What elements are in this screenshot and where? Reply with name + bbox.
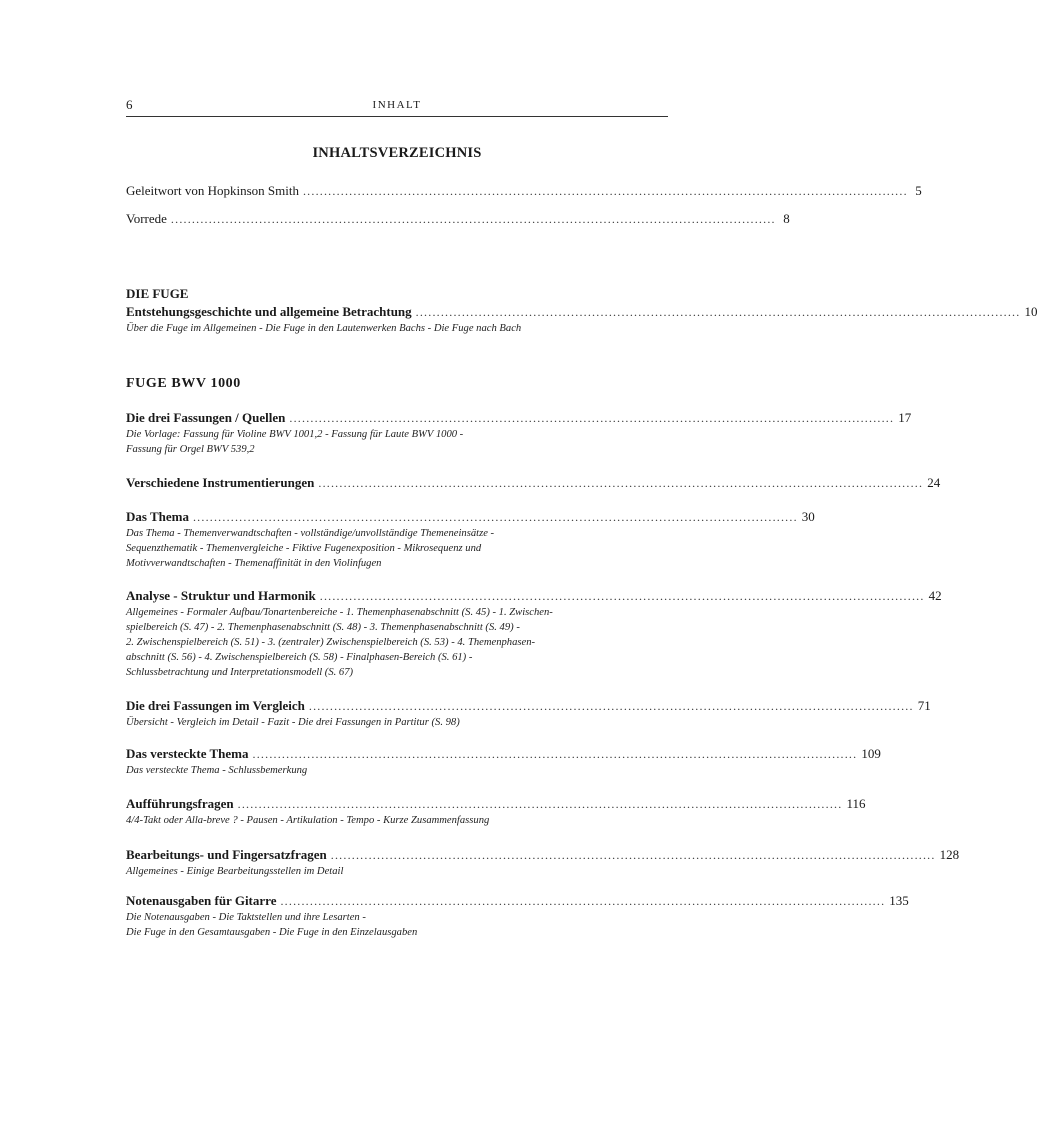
toc-entry-bearbeitungsfragen[interactable]	[126, 847, 960, 879]
toc-entry-entstehungsgeschichte[interactable]	[126, 304, 1037, 336]
entry-subtopics	[126, 526, 668, 571]
dot-leader: ................................................................................................................................................	[415, 305, 1021, 319]
toc-entry-geleitwort[interactable]	[126, 183, 922, 199]
entry-title: Die drei Fassungen / Quellen	[126, 410, 286, 425]
subtopic-line: Allgemeines - Formaler Aufbau/Tonartenbereiche - 1. Themenphasenabschnitt (S. 45) - 1. Zwischen-	[126, 607, 553, 618]
section-heading: DIE FUGE	[126, 286, 189, 301]
entry-title: Geleitwort von Hopkinson Smith	[126, 183, 299, 198]
dot-leader: ................................................................................................................................................	[192, 510, 798, 524]
entry-title: Das versteckte Thema	[126, 746, 249, 761]
entry-page: 24	[927, 475, 941, 490]
section-heading: FUGE BWV 1000	[126, 376, 241, 391]
dot-leader: ................................................................................................................................................	[237, 797, 843, 811]
entry-page: 116	[846, 796, 866, 811]
entry-subtopics	[126, 715, 668, 730]
entry-subtopics	[126, 605, 668, 680]
dot-leader: ................................................................................................................................................	[170, 212, 776, 226]
subtopic-line: Das versteckte Thema - Schlussbemerkung	[126, 765, 308, 776]
entry-title: Entstehungsgeschichte und allgemeine Betrachtung	[126, 304, 412, 319]
dot-leader: ................................................................................................................................................	[280, 894, 886, 908]
page-header	[126, 95, 668, 117]
section-die-fuge	[126, 286, 1037, 336]
entry-subtopics	[126, 427, 668, 457]
dot-leader: ................................................................................................................................................	[289, 411, 895, 425]
toc-entry-instrumentierungen[interactable]	[126, 475, 941, 491]
entry-title: Verschiedene Instrumentierungen	[126, 475, 315, 490]
entry-page: 5	[915, 183, 922, 198]
page-number: 6	[126, 97, 133, 112]
subtopic-line: Sequenzthematik - Themenvergleiche - Fiktive Fugenexposition - Mikrosequenz und	[126, 543, 482, 554]
toc-entry-vorrede[interactable]	[126, 211, 790, 227]
subtopic-line: 4/4-Takt oder Alla-breve ? - Pausen - Artikulation - Tempo - Kurze Zusammenfassung	[126, 815, 490, 826]
dot-leader: ................................................................................................................................................	[319, 589, 925, 603]
subtopic-line: Die Fuge in den Gesamtausgaben - Die Fuge in den Einzelausgaben	[126, 927, 418, 938]
toc-entry-notenausgaben[interactable]	[126, 893, 909, 940]
entry-subtopics	[126, 321, 668, 336]
section-heading-fuge-bwv-1000	[126, 376, 668, 392]
entry-subtopics	[126, 864, 668, 879]
dot-leader: ................................................................................................................................................	[330, 848, 936, 862]
subtopic-line: Allgemeines - Einige Bearbeitungsstellen im Detail	[126, 866, 344, 877]
entry-page: 109	[861, 746, 881, 761]
dot-leader: ................................................................................................................................................	[252, 747, 858, 761]
toc-entry-analyse[interactable]	[126, 588, 942, 680]
subtopic-line: Motivverwandtschaften - Themenaffinität in den Violinfugen	[126, 558, 382, 569]
entry-page: 8	[783, 211, 790, 226]
running-title: INHALT	[372, 99, 422, 111]
subtopic-line: Das Thema - Themenverwandtschaften - vollständige/unvollständige Themeneinsätze -	[126, 528, 495, 539]
subtopic-line: Übersicht - Vergleich im Detail - Fazit - Die drei Fassungen in Partitur (S. 98)	[126, 717, 460, 728]
subtopic-line: Die Notenausgaben - Die Taktstellen und ihre Lesarten -	[126, 912, 366, 923]
toc-entry-verstecktes-thema[interactable]	[126, 746, 881, 778]
entry-title: Bearbeitungs- und Fingersatzfragen	[126, 847, 327, 862]
entry-page: 42	[928, 588, 942, 603]
entry-subtopics	[126, 813, 668, 828]
entry-title: Die drei Fassungen im Vergleich	[126, 698, 305, 713]
dot-leader: ................................................................................................................................................	[302, 184, 908, 198]
subtopic-line: abschnitt (S. 56) - 4. Zwischenspielbereich (S. 58) - Finalphasen-Bereich (S. 61) -	[126, 652, 473, 663]
entry-page: 135	[889, 893, 909, 908]
subtopic-line: spielbereich (S. 47) - 2. Themenphasenabschnitt (S. 48) - 3. Themenphasenabschnitt (S. 49) -	[126, 622, 520, 633]
entry-subtopics	[126, 910, 668, 940]
entry-page: 17	[898, 410, 912, 425]
entry-subtopics	[126, 763, 668, 778]
toc-entry-fassungen-quellen[interactable]	[126, 410, 912, 457]
subtopic-line: Fassung für Orgel BWV 539,2	[126, 444, 255, 455]
entry-page: 10	[1024, 304, 1037, 319]
dot-leader: ................................................................................................................................................	[318, 476, 924, 490]
subtopic-line: Schlussbetrachtung und Interpretationsmodell (S. 67)	[126, 667, 354, 678]
entry-title: Das Thema	[126, 509, 189, 524]
entry-title: Notenausgaben für Gitarre	[126, 893, 277, 908]
subtopic-line: 2. Zwischenspielbereich (S. 51) - 3. (zentraler) Zwischenspielbereich (S. 53) - 4. Themenphasen-	[126, 637, 536, 648]
dot-leader: ................................................................................................................................................	[308, 699, 914, 713]
toc-entry-thema[interactable]	[126, 509, 815, 571]
entry-title: Vorrede	[126, 211, 167, 226]
subtopic-line: Über die Fuge im Allgemeinen - Die Fuge in den Lautenwerken Bachs - Die Fuge nach Bach	[126, 323, 522, 334]
toc-entry-auffuehrungsfragen[interactable]	[126, 796, 866, 828]
entry-page: 30	[801, 509, 815, 524]
entry-page: 128	[939, 847, 960, 862]
entry-page: 71	[917, 698, 931, 713]
subtopic-line: Die Vorlage: Fassung für Violine BWV 1001,2 - Fassung für Laute BWV 1000 -	[126, 429, 464, 440]
toc-entry-vergleich[interactable]	[126, 698, 931, 730]
entry-title: Analyse - Struktur und Harmonik	[126, 588, 316, 603]
toc-title: INHALTSVERZEICHNIS	[312, 145, 482, 161]
entry-title: Aufführungsfragen	[126, 796, 234, 811]
